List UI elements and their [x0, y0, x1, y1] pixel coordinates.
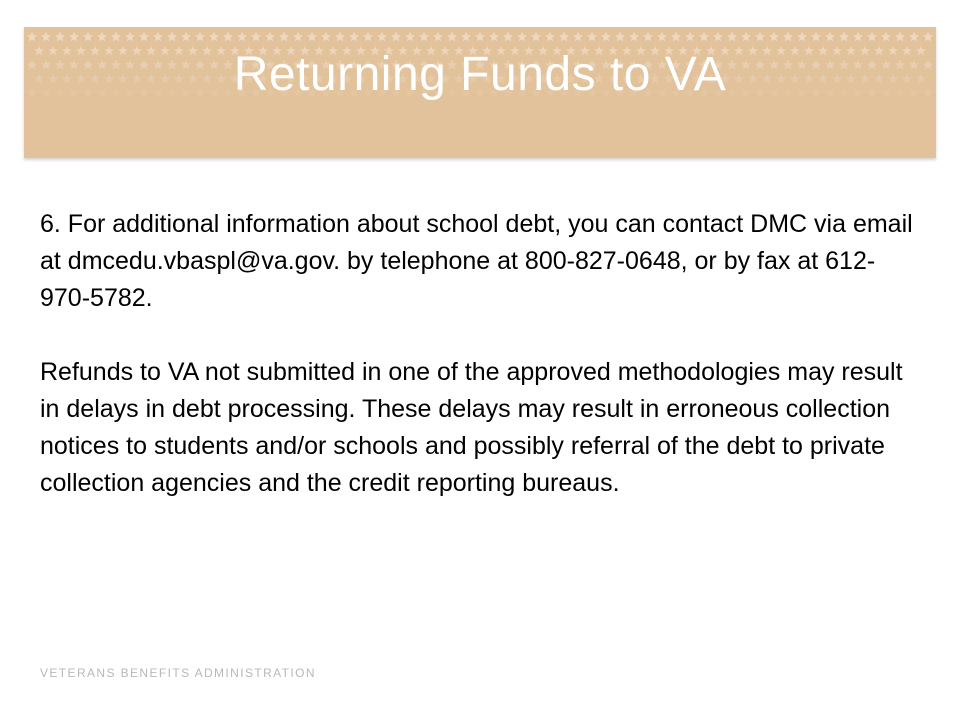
paragraph-refund-warning: Refunds to VA not submitted in one of the approved methodologies may result in delays in debt processing. These delays may result in erroneous collection notices to students and/or schools and possibly referral of the debt to private collection agencies and the credit reporting bureaus.	[40, 358, 903, 497]
star-icon	[69, 32, 79, 42]
star-icon	[461, 32, 471, 42]
star-icon	[727, 32, 737, 42]
star-icon	[307, 32, 317, 42]
star-icon	[545, 32, 555, 42]
star-icon	[657, 32, 667, 42]
star-icon	[489, 32, 499, 42]
star-icon	[629, 32, 639, 42]
star-icon	[265, 32, 275, 42]
star-icon	[615, 32, 625, 42]
star-icon	[783, 32, 793, 42]
star-icon	[405, 32, 415, 42]
star-icon	[713, 32, 723, 42]
star-icon	[419, 32, 429, 42]
star-icon	[293, 32, 303, 42]
star-icon	[41, 32, 51, 42]
star-icon	[909, 32, 919, 42]
star-icon	[811, 32, 821, 42]
star-icon	[853, 32, 863, 42]
footer-text: VETERANS BENEFITS ADMINISTRATION	[40, 666, 316, 680]
star-icon	[839, 32, 849, 42]
star-icon	[671, 32, 681, 42]
star-icon	[391, 32, 401, 42]
star-icon	[531, 32, 541, 42]
paragraph-contact-info: 6. For additional information about school debt, you can contact DMC via email at dmcedu.vbaspl@va.gov. by telephone at 800-827-0648, or by fax at 612-970-5782.	[40, 210, 913, 312]
star-icon	[181, 32, 191, 42]
star-icon	[573, 32, 583, 42]
star-icon	[125, 32, 135, 42]
star-icon	[517, 32, 527, 42]
star-icon	[97, 32, 107, 42]
star-icon	[755, 32, 765, 42]
header-band	[24, 27, 936, 158]
star-icon	[321, 32, 331, 42]
star-icon	[881, 32, 891, 42]
star-icon	[643, 32, 653, 42]
star-icon	[209, 32, 219, 42]
star-icon	[825, 32, 835, 42]
body-text	[40, 206, 920, 502]
star-icon	[923, 32, 933, 42]
star-icon	[433, 32, 443, 42]
star-icon	[279, 32, 289, 42]
star-icon	[83, 32, 93, 42]
star-icon	[867, 32, 877, 42]
star-icon	[363, 32, 373, 42]
star-icon	[699, 32, 709, 42]
star-icon	[769, 32, 779, 42]
slide-title: Returning Funds to VA	[233, 48, 727, 101]
star-icon	[335, 32, 345, 42]
star-icon	[685, 32, 695, 42]
star-icon	[111, 32, 121, 42]
star-icon	[223, 32, 233, 42]
star-icon	[27, 32, 37, 42]
star-icon	[895, 32, 905, 42]
star-icon	[153, 32, 163, 42]
star-icon	[167, 32, 177, 42]
star-icon	[251, 32, 261, 42]
star-icon	[377, 32, 387, 42]
star-icon	[601, 32, 611, 42]
star-icon	[237, 32, 247, 42]
star-icon	[475, 32, 485, 42]
star-icon	[349, 32, 359, 42]
star-icon	[55, 32, 65, 42]
star-icon	[139, 32, 149, 42]
star-icon	[503, 32, 513, 42]
star-icon	[195, 32, 205, 42]
star-icon	[447, 32, 457, 42]
star-icon	[797, 32, 807, 42]
star-icon	[587, 32, 597, 42]
star-icon	[741, 32, 751, 42]
star-icon	[559, 32, 569, 42]
